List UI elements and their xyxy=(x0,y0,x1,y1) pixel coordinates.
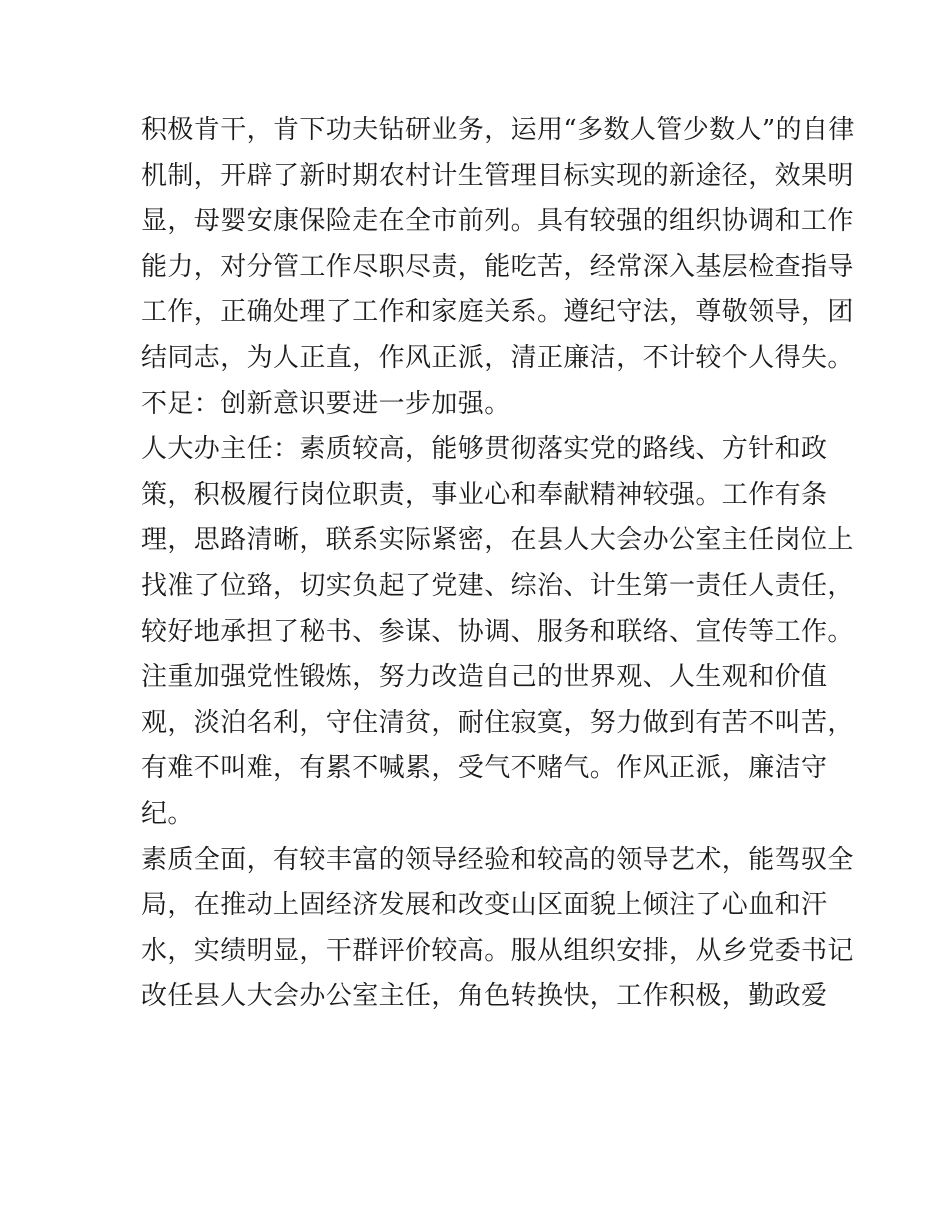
text-line: 显，母婴安康保险走在全市前列。具有较强的组织协调和工作 xyxy=(141,206,854,237)
text-line: 人大办主任：素质较高，能够贯彻落实党的路线、方针和政 xyxy=(141,434,828,465)
text-line: 不足：创新意识要进一步加强。 xyxy=(141,388,511,419)
text-line: 素质全面，有较丰富的领导经验和较高的领导艺术，能驾驭全 xyxy=(141,844,854,875)
text-line: 结同志，为人正直，作风正派，清正廉洁，不计较个人得失。 xyxy=(141,342,854,373)
text-line: 局，在推动上固经济发展和改变山区面貌上倾注了心血和汗 xyxy=(141,890,828,921)
text-line: 积极肯干，肯下功夫钻研业务，运用“多数人管少数人”的自律 xyxy=(141,115,855,145)
text-line: 理，思路清晰，联系实际紧密，在县人大会办公室主任岗位上 xyxy=(141,525,854,556)
text-line: 策，积极履行岗位职责，事业心和奉献精神较强。工作有条 xyxy=(141,479,828,510)
text-line: 改任县人大会办公室主任，角色转换快，工作积极，勤政爱 xyxy=(141,981,828,1012)
text-line: 水，实绩明显，干群评价较高。服从组织安排，从乡党委书记 xyxy=(141,935,854,966)
text-line: 观，淡泊名利，守住清贫，耐住寂寞，努力做到有苦不叫苦， xyxy=(141,707,854,738)
text-line: 注重加强党性锻炼，努力改造自己的世界观、人生观和价值 xyxy=(141,662,828,693)
text-line: 较好地承担了秘书、参谋、协调、服务和联络、宣传等工作。 xyxy=(141,616,854,647)
text-line: 机制，开辟了新时期农村计生管理目标实现的新途径，效果明 xyxy=(141,160,854,191)
text-line: 找准了位臵，切实负起了党建、综治、计生第一责任人责任， xyxy=(141,570,854,601)
text-line: 工作，正确处理了工作和家庭关系。遵纪守法，尊敬领导，团 xyxy=(141,297,854,328)
text-line: 能力，对分管工作尽职尽责，能吃苦，经常深入基层检查指导 xyxy=(141,251,854,282)
text-line: 纪。 xyxy=(141,798,194,829)
body-text xyxy=(141,108,855,1020)
text-line: 有难不叫难，有累不喊累，受气不赌气。作风正派，廉洁守 xyxy=(141,753,828,784)
